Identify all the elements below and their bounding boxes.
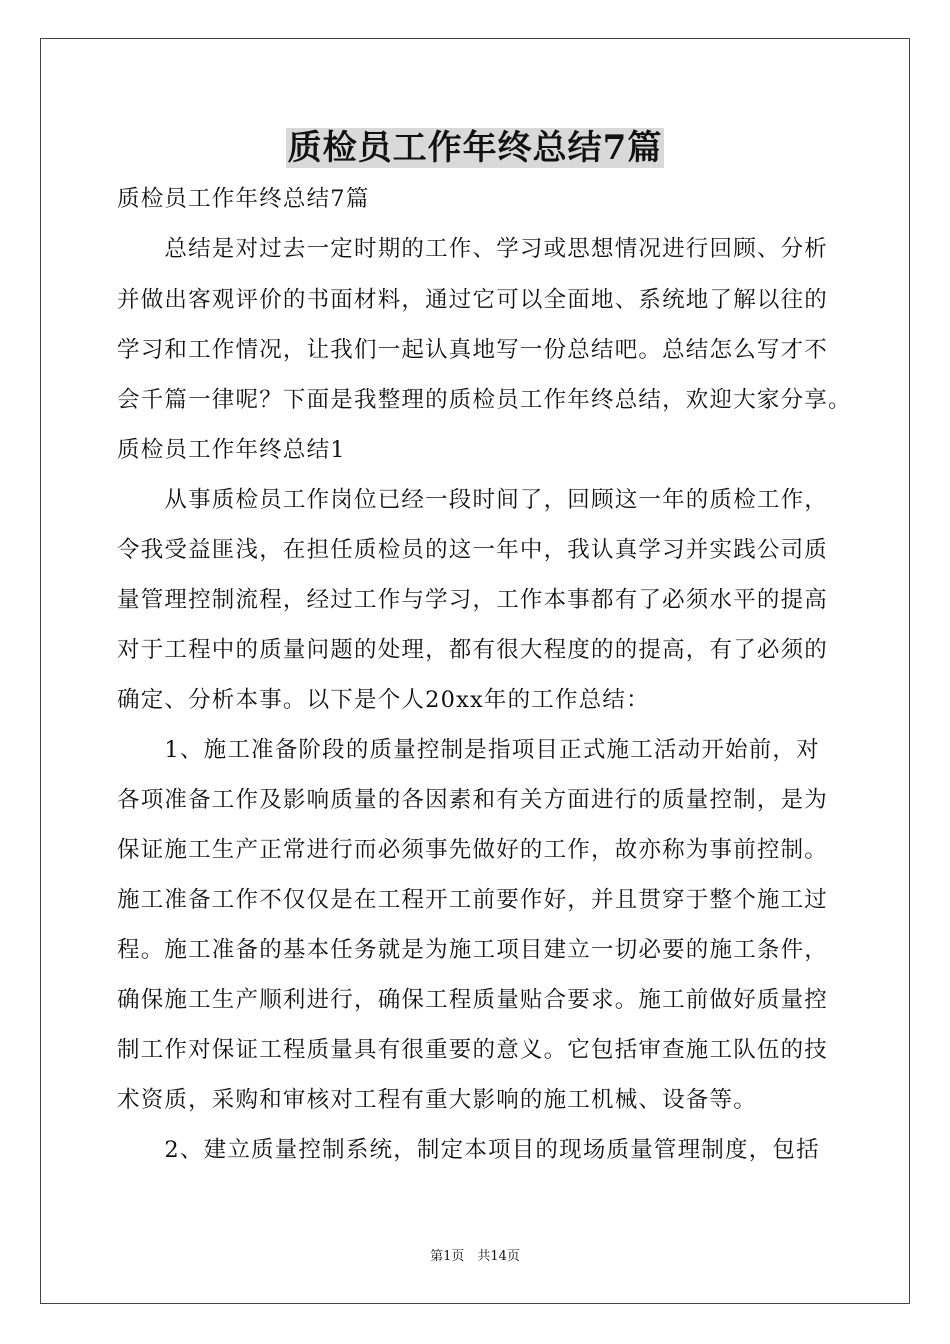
body-line: 施工准备工作不仅仅是在工程开工前要作好，并且贯穿于整个施工过 <box>117 887 829 913</box>
document-subtitle: 质检员工作年终总结7篇 <box>117 186 370 212</box>
body-line: 令我受益匪浅，在担任质检员的这一年中，我认真学习并实践公司质 <box>117 537 829 563</box>
body-line: 2、建立质量控制系统，制定本项目的现场质量管理制度，包括 <box>117 1137 820 1163</box>
body-line: 并做出客观评价的书面材料，通过它可以全面地、系统地了解以往的 <box>117 287 829 313</box>
body-line: 学习和工作情况，让我们一起认真地写一份总结吧。总结怎么写才不 <box>117 337 829 363</box>
body-line: 量管理控制流程，经过工作与学习，工作本事都有了必须水平的提高 <box>117 587 829 613</box>
body-line: 确定、分析本事。以下是个人20xx年的工作总结： <box>117 687 650 713</box>
body-line: 术资质，采购和审核对工程有重大影响的施工机械、设备等。 <box>117 1087 757 1113</box>
body-line: 从事质检员工作岗位已经一段时间了，回顾这一年的质检工作， <box>117 487 829 513</box>
body-line: 对于工程中的质量问题的处理，都有很大程度的的提高，有了必须的 <box>117 637 829 663</box>
section-heading: 质检员工作年终总结1 <box>117 437 346 463</box>
document-title-text: 质检员工作年终总结7篇 <box>287 128 663 168</box>
body-line: 保证施工生产正常进行而必须事先做好的工作，故亦称为事前控制。 <box>117 837 829 863</box>
body-line: 会千篇一律呢？下面是我整理的质检员工作年终总结，欢迎大家分享。 <box>117 387 852 413</box>
body-line: 1、施工准备阶段的质量控制是指项目正式施工活动开始前，对 <box>117 737 820 763</box>
page-footer: 第1页 共14页 <box>430 1249 520 1264</box>
document-title <box>0 124 950 172</box>
body-line: 确保施工生产顺利进行，确保工程质量贴合要求。施工前做好质量控 <box>117 987 829 1013</box>
body-line: 各项准备工作及影响质量的各因素和有关方面进行的质量控制，是为 <box>117 787 829 813</box>
body-line: 程。施工准备的基本任务就是为施工项目建立一切必要的施工条件， <box>117 937 829 963</box>
body-line: 制工作对保证工程质量具有很重要的意义。它包括审查施工队伍的技 <box>117 1037 829 1063</box>
body-line: 总结是对过去一定时期的工作、学习或思想情况进行回顾、分析 <box>117 236 829 262</box>
